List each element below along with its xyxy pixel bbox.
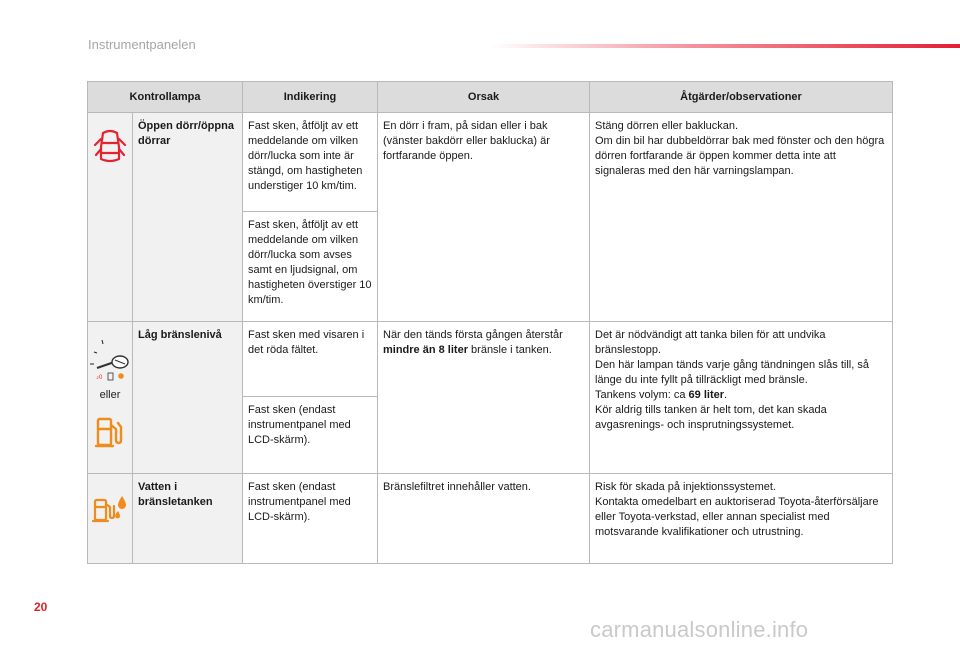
action-text: .	[724, 389, 728, 401]
action-cell: Stäng dörren eller bakluckan. Om din bil har dubbeldörrar bak med fönster och den högra dörren fortfarande är öppen kommer detta inte att signaleras med den här varningslampan.	[590, 113, 893, 322]
indication-cell: Fast sken, åtföljt av ett meddelande om vilken dörr/lucka som avses samt en ljudsignal, om hastigheten överstiger 10 km/tim.	[243, 212, 378, 322]
lamp-icon-cell	[88, 322, 133, 474]
cause-cell: En dörr i fram, på sidan eller i bak (vänster bakdörr eller baklucka) är fortfarande öppen.	[378, 113, 590, 322]
column-header: Åtgärder/observationer	[590, 82, 893, 113]
warning-lamp-table	[87, 81, 893, 564]
indication-cell: Fast sken med visaren i det röda fältet.	[243, 322, 378, 397]
cause-cell: Bränslefiltret innehåller vatten.	[378, 474, 590, 564]
indication-cell: Fast sken (endast instrumentpanel med LCD-skärm).	[243, 474, 378, 564]
indication-cell: Fast sken (endast instrumentpanel med LCD-skärm).	[243, 397, 378, 474]
action-cell: Risk för skada på injektionssystemet. Kontakta omedelbart en auktoriserad Toyota-återförsäljare eller Toyota-verkstad, eller annan specialist med motsvarande kvalifikationer och utrustning.	[590, 474, 893, 564]
table-row	[88, 113, 893, 212]
fuel-pump-icon	[94, 415, 126, 451]
action-cell	[590, 322, 893, 474]
column-header: Kontrollampa	[88, 82, 243, 113]
open-door-icon	[93, 127, 127, 167]
column-header: Indikering	[243, 82, 378, 113]
table-row	[88, 322, 893, 397]
lamp-icon-cell	[88, 113, 133, 322]
lamp-name: Låg bränslenivå	[133, 322, 243, 474]
lamp-name: Öppen dörr/öppna dörrar	[133, 113, 243, 322]
cause-bold-text: mindre än 8 liter	[383, 344, 468, 356]
cause-text: När den tänds första gången återstår	[383, 329, 563, 341]
page-header-title: Instrumentpanelen	[88, 37, 196, 52]
action-line: Det är nödvändigt att tanka bilen för att undvika bränslestopp.	[595, 329, 826, 356]
action-line: Den här lampan tänds varje gång tändningen slås till, så länge du inte fyllt på tillräckligt med bränsle.	[595, 359, 869, 386]
page-number: 20	[34, 600, 48, 614]
water-in-fuel-icon	[92, 492, 128, 526]
or-label: eller	[99, 389, 121, 401]
lamp-icon-cell	[88, 474, 133, 564]
cause-text: bränsle i tanken.	[467, 344, 552, 356]
header-accent-bar	[490, 44, 960, 48]
action-line	[595, 388, 887, 403]
watermark: carmanualsonline.info	[590, 617, 809, 642]
action-text: Tankens volym: ca	[595, 389, 689, 401]
lamp-name: Vatten i bränsletanken	[133, 474, 243, 564]
table-row	[88, 474, 893, 564]
table-header-row	[88, 82, 893, 113]
action-bold-text: 69 liter	[688, 389, 725, 401]
fuel-gauge-icon	[88, 338, 132, 384]
column-header: Orsak	[378, 82, 590, 113]
indication-cell: Fast sken, åtföljt av ett meddelande om vilken dörr/lucka som inte är stängd, om hastigheten understiger 10 km/tim.	[243, 113, 378, 212]
action-line: Kör aldrig tills tanken är helt tom, det kan skada avgasrenings- och insprutningssystemet.	[595, 404, 827, 431]
svg-text:♪0: ♪0	[96, 375, 103, 381]
cause-cell	[378, 322, 590, 474]
